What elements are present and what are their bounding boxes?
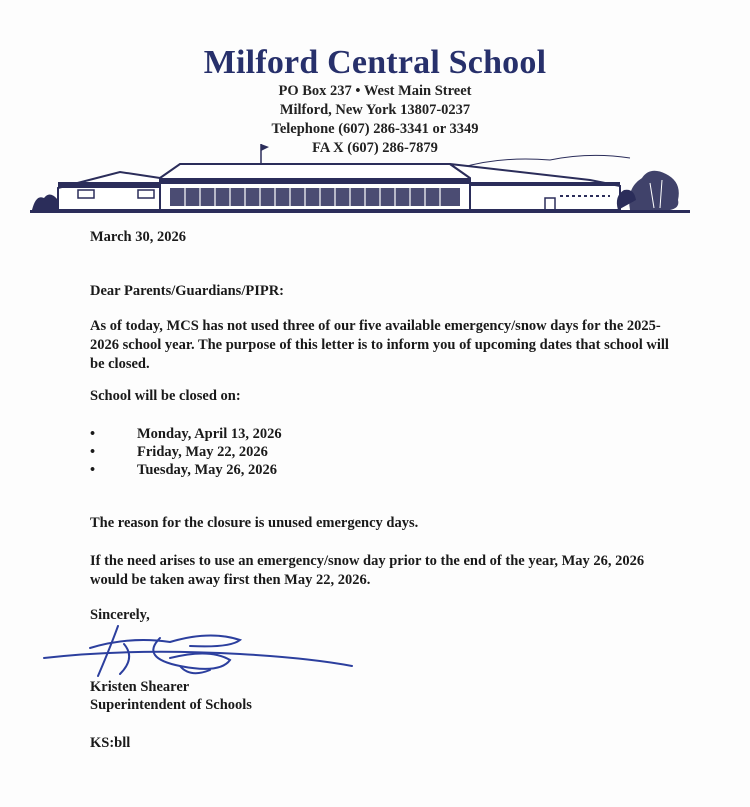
list-item xyxy=(90,425,490,443)
bullet-icon: • xyxy=(90,444,96,460)
closure-reason: The reason for the closure is unused emergency days. xyxy=(90,515,419,531)
closure-date-list xyxy=(90,425,490,479)
list-item xyxy=(90,461,490,479)
address-line-2: Milford, New York 13807-0237 xyxy=(279,102,471,118)
greeting: Dear Parents/Guardians/PIPR: xyxy=(90,283,285,299)
letter-date: March 30, 2026 xyxy=(90,229,186,245)
closure-date: Friday, May 22, 2026 xyxy=(137,444,268,460)
fax-line: FA X (607) 286-7879 xyxy=(312,140,438,156)
closure-date: Tuesday, May 26, 2026 xyxy=(137,462,278,478)
school-name: Milford Central School xyxy=(203,44,547,81)
bullet-icon: • xyxy=(90,426,96,442)
closure-date: Monday, April 13, 2026 xyxy=(137,426,282,442)
school-building-illustration xyxy=(30,138,690,224)
telephone-line: Telephone (607) 286-3341 or 3349 xyxy=(271,121,479,137)
closing: Sincerely, xyxy=(90,607,150,623)
intro-paragraph: As of today, MCS has not used three of our five available emergency/snow days for the 2025-2026 school year. The purpose of this letter is to inform you of upcoming dates that school will be closed. xyxy=(90,318,669,372)
signer-title: Superintendent of Schools xyxy=(90,697,252,713)
closed-label: School will be closed on: xyxy=(90,388,241,404)
emergency-paragraph: If the need arises to use an emergency/snow day prior to the end of the year, May 26, 2026 would be taken away first then May 22, 2026. xyxy=(90,553,645,588)
typist-initials: KS:bll xyxy=(90,735,131,751)
address-line-1: PO Box 237 • West Main Street xyxy=(278,83,472,99)
list-item xyxy=(90,443,490,461)
bullet-icon: • xyxy=(90,462,96,478)
signer-name: Kristen Shearer xyxy=(90,679,190,695)
